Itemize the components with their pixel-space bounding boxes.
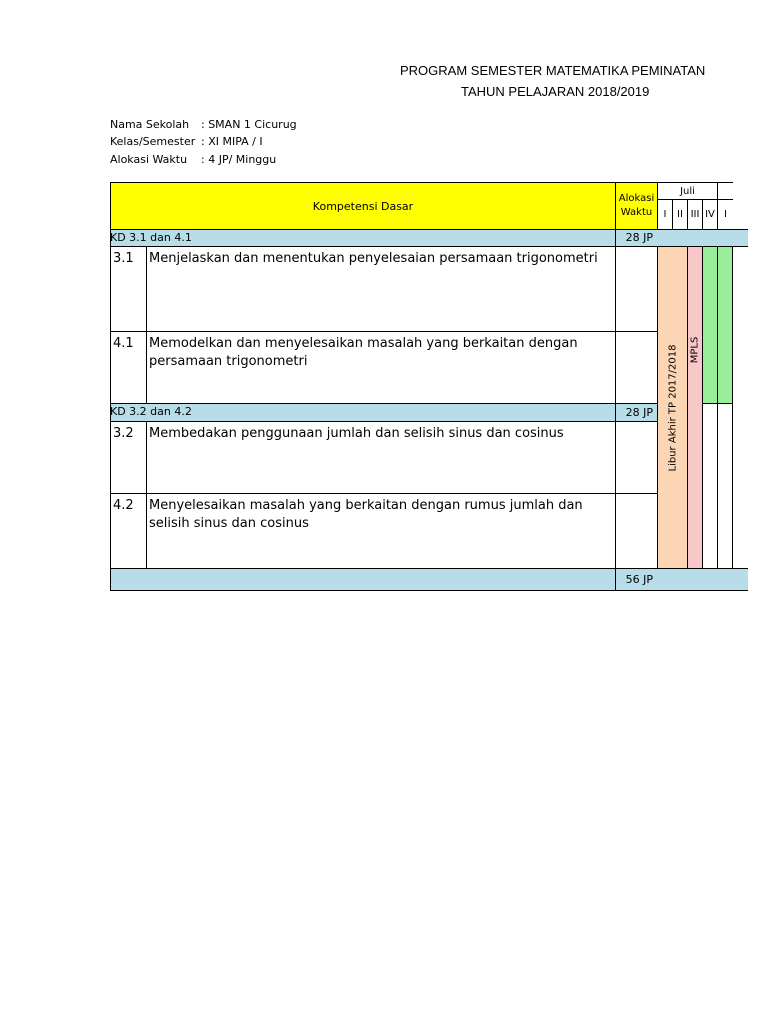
group-alloc-value: 28 JP [625,231,653,244]
meta-time-label: Alokasi Waktu [110,153,188,166]
header-kompetensi-dasar [110,182,616,230]
kd-text: Memodelkan dan menyelesaikan masalah yang berkaitan dengan persamaan trigonometri [149,336,578,369]
week-label: IV [705,209,715,220]
meta-class [110,135,263,148]
kd-description-3-2 [146,421,616,494]
meta-school-label: Nama Sekolah [110,118,190,131]
kd-alloc-3-1 [615,246,658,332]
group-alloc-value: 28 JP [625,406,653,419]
week-header-3 [687,199,703,230]
header-month-next [717,182,733,200]
kd-description-4-2 [146,493,616,569]
kd-alloc-3-2 [615,421,658,494]
meta-school-value: : SMAN 1 Cicurug [201,118,297,131]
header-month-juli [657,182,718,200]
header-alokasi-waktu-label: Alokasi Waktu [618,193,655,218]
kd-number: 3.1 [113,251,134,266]
kd-description-3-1 [146,246,616,332]
week-5-empty [717,403,733,569]
meta-time-value: : 4 JP/ Minggu [201,153,277,166]
mpls-label: MPLS [689,336,701,364]
meta-class-label: Kelas/Semester [110,135,196,148]
header-kompetensi-dasar-label: Kompetensi Dasar [312,199,414,213]
kd-number: 4.2 [113,498,134,513]
kd-text: Menjelaskan dan menentukan penyelesaian persamaan trigonometri [149,251,598,266]
holiday-label: Libur Akhir TP 2017/2018 [667,344,678,471]
week-label: II [677,209,683,220]
total-alloc [615,568,658,591]
week-label: I [663,209,667,220]
week-3-highlight [702,246,718,404]
group-label-2: KD 3.2 dan 4.2 [110,405,192,418]
document-subtitle: TAHUN PELAJARAN 2018/2019 [461,84,650,99]
week-header-4 [702,199,718,230]
meta-school [110,118,297,131]
kd-alloc-4-2 [615,493,658,569]
kd-text: Membedakan penggunaan jumlah dan selisih sinus dan cosinus [149,426,564,441]
week-label: III [690,209,700,220]
kd-number: 3.2 [113,426,134,441]
header-month-label: Juli [680,185,695,197]
header-alokasi-waktu [615,182,658,230]
kd-number-4-2 [110,493,147,569]
meta-class-value: : XI MIPA / I [201,135,263,148]
mpls-column [687,246,703,569]
group-band-1-weeks [657,229,748,247]
week-header-5 [717,199,733,230]
group-label-1: KD 3.1 dan 4.1 [110,231,192,244]
kd-alloc-4-1 [615,331,658,404]
kd-number-4-1 [110,331,147,404]
kd-number-3-2 [110,421,147,494]
holiday-column [657,246,688,569]
week-header-2 [672,199,688,230]
document-title: PROGRAM SEMESTER MATEMATIKA PEMINATAN [400,63,706,78]
total-band-weeks [657,568,748,591]
kd-description-4-1 [146,331,616,404]
meta-time [110,153,276,166]
group-alloc-1 [615,229,658,247]
kd-text: Menyelesaikan masalah yang berkaitan dengan rumus jumlah dan selisih sinus dan cosinus [149,498,583,531]
week-4-empty [702,403,718,569]
week-header-1 [657,199,673,230]
week-5-highlight [717,246,733,404]
kd-number: 4.1 [113,336,134,351]
total-band [110,568,616,591]
week-label: I [724,209,727,220]
group-alloc-2 [615,403,658,422]
kd-number-3-1 [110,246,147,332]
total-alloc-value: 56 JP [625,573,653,586]
